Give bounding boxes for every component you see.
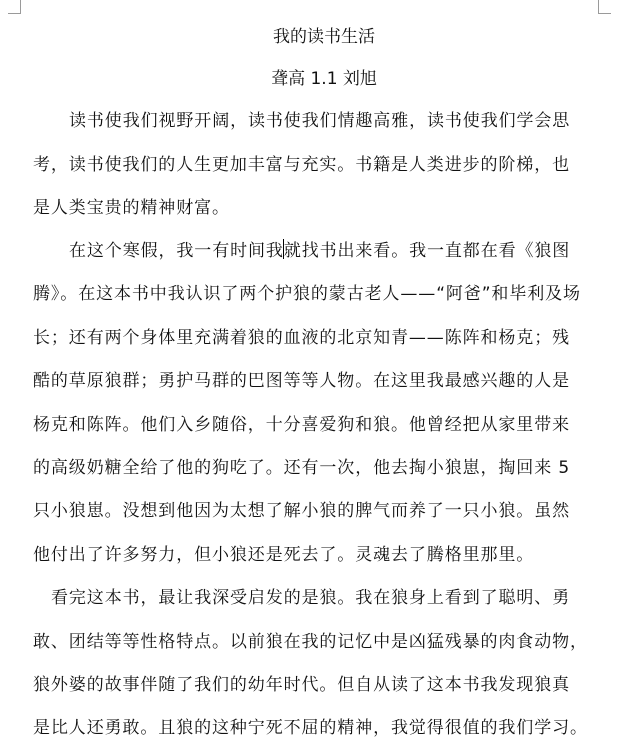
paragraph-line: 敢、团结等等性格特点。以前狼在我的记忆中是凶猛残暴的肉食动物， bbox=[33, 632, 588, 652]
line-text: 在这个寒假，我一有时间我 bbox=[69, 241, 284, 261]
page-corner-mark-right bbox=[598, 0, 599, 13]
paragraph-line: 他付出了许多努力，但小狼还是死去了。灵魂去了腾格里那里。 bbox=[33, 545, 535, 565]
paragraph-line: 只小狼崽。没想到他因为太想了解小狼的脾气而养了一只小狼。虽然 bbox=[33, 501, 570, 521]
paragraph-line bbox=[69, 236, 570, 261]
page-corner-mark-left bbox=[8, 13, 21, 14]
paragraph-line: 考，读书使我们的人生更加丰富与充实。书籍是人类进步的阶梯，也 bbox=[33, 155, 570, 175]
paragraph-line: 长；还有两个身体里充满着狼的血液的北京知青——陈阵和杨克；残 bbox=[33, 328, 570, 348]
paragraph-line: 酷的草原狼群；勇护马群的巴图等等人物。在这里我最感兴趣的人是 bbox=[33, 371, 570, 391]
page-corner-mark-right bbox=[598, 13, 611, 14]
paragraph-line: 杨克和陈阵。他们入乡随俗，十分喜爱狗和狼。他曾经把从家里带来 bbox=[33, 415, 570, 435]
paragraph-line: 读书使我们视野开阔，读书使我们情趣高雅，读书使我们学会思 bbox=[69, 111, 571, 131]
document-title: 我的读书生活 bbox=[273, 27, 375, 47]
page-corner-mark-left bbox=[20, 0, 21, 13]
line-text: 就找书出来看。我一直都在看《狼图 bbox=[283, 241, 571, 261]
paragraph-line: 是比人还勇敢。且狼的这种宁死不屈的精神，我觉得很值的我们学习。 bbox=[33, 718, 588, 738]
paragraph-line: 看完这本书，最让我深受启发的是狼。我在狼身上看到了聪明、勇 bbox=[51, 588, 571, 608]
paragraph-line: 腾》。在这本书中我认识了两个护狼的蒙古老人——“阿爸”和毕利及场 bbox=[33, 284, 581, 304]
document-page[interactable] bbox=[33, 0, 595, 738]
paragraph-line: 狼外婆的故事伴随了我们的幼年时代。但自从读了这本书我发现狼真 bbox=[33, 675, 570, 695]
author-line: 聋高 1.1 刘旭 bbox=[271, 69, 377, 89]
paragraph-line: 的高级奶糖全给了他的狗吃了。还有一次，他去掏小狼崽，掏回来 5 bbox=[33, 458, 571, 478]
paragraph-line: 是人类宝贵的精神财富。 bbox=[33, 198, 230, 218]
